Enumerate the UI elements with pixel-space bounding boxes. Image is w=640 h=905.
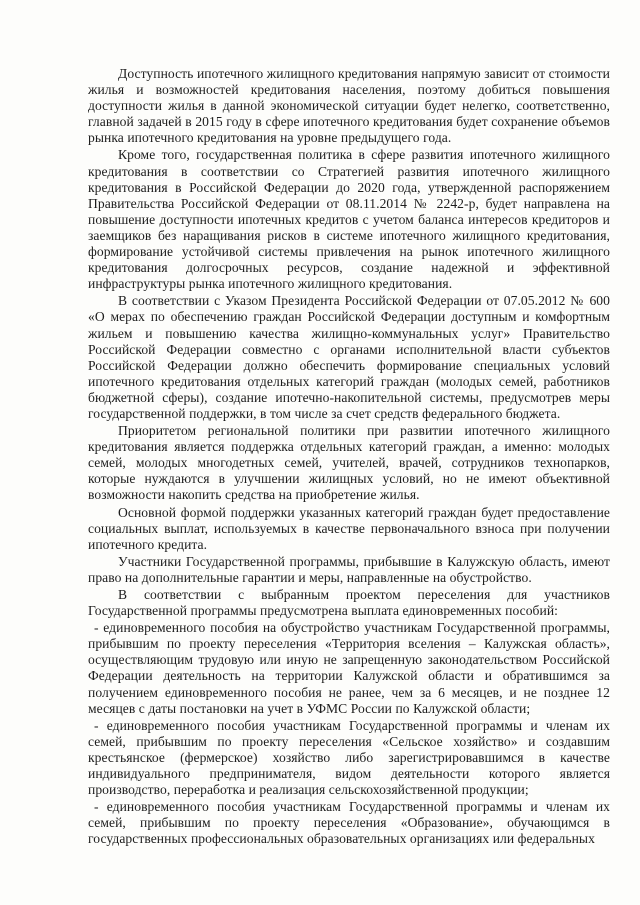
paragraph-social-payments: Основной формой поддержки указанных категорий граждан будет предоставление социальных выплат, используемых в качестве первоначального взноса при получении ипотечного кредита. [88, 504, 610, 552]
paragraph-regional-priority: Приоритетом региональной политики при развитии ипотечного жилищного кредитования является поддержка отдельных категорий граждан, а именно: молодых семей, молодых многодетных семей, учителей, врачей, сотрудников технопарков, которые нуждаются в улучшении жилищных условий, но не имеют объективной возможности накопить средства на приобретение жилья. [88, 423, 610, 503]
paragraph-state-policy: Кроме того, государственная политика в сфере развития ипотечного жилищного кредитования в соответствии со Стратегией развития ипотечного жилищного кредитования в Российской Федерации до 2020 года, утвержденной распоряжением Правительства Российской Федерации от 08.11.2014 № 2242-р, будет направлена на повышение доступности ипотечных кредитов с учетом баланса интересов кредиторов и заемщиков без наращивания рисков в системе ипотечного жилищного кредитования, формирование устойчивой системы привлечения на рынок ипотечного жилищного кредитования долгосрочных ресурсов, создание надежной и эффективной инфраструктуры рынка ипотечного жилищного кредитования. [88, 147, 610, 292]
list-item-agriculture-allowance: - единовременного пособия участникам Государственной программы и членам их семей, прибывшим по проекту переселения «Сельское хозяйство» и создавшим крестьянское (фермерское) хозяйство либо зарегистрировавшимся в качестве индивидуального предпринимателя, видом деятельности которого является производство, переработка и реализация сельскохозяйственной продукции; [88, 717, 610, 798]
paragraph-mortgage-availability: Доступность ипотечного жилищного кредитования напрямую зависит от стоимости жилья и возможностей кредитования населения, поэтому добиться повышения доступности жилья в данной экономической ситуации будет нелегко, соответственно, главной задачей в 2015 году в сфере ипотечного кредитования будет сохранение объемов рынка ипотечного кредитования на уровне предыдущего года. [88, 66, 610, 146]
paragraph-presidential-decree: В соответствии с Указом Президента Российской Федерации от 07.05.2012 № 600 «О мерах по обеспечению граждан Российской Федерации доступным и комфортным жильем и повышению качества жилищно-коммунальных услуг» Правительство Российской Федерации совместно с органами исполнительной власти субъектов Российской Федерации должно обеспечить формирование специальных условий ипотечного кредитования отдельных категорий граждан (молодых семей, работников бюджетной сферы), создание ипотечно-накопительной системы, предусмотрев меры государственной поддержки, в том числе за счет средств федерального бюджета. [88, 293, 610, 421]
list-item-settlement-allowance: - единовременного пособия на обустройство участникам Государственной программы, прибывшим по проекту переселения «Территория вселения – Калужская область», осуществляющим трудовую или иную не запрещенную законодательством Российской Федерации деятельность на территории Калужской области и обратившимся за получением единовременного пособия не ранее, чем за 6 месяцев, и не позднее 12 месяцев с даты постановки на учет в УФМС России по Калужской области; [88, 620, 610, 716]
paragraph-one-time-allowances: В соответствии с выбранным проектом переселения для участников Государственной программы предусмотрена выплата единовременных пособий: [88, 587, 610, 619]
list-item-education-allowance: - единовременного пособия участникам Государственной программы и членам их семей, прибывшим по проекту переселения «Образование», обучающимся в государственных профессиональных образовательных организациях или федеральных [88, 799, 610, 847]
document-body [88, 66, 610, 848]
paragraph-program-participants: Участники Государственной программы, прибывшие в Калужскую область, имеют право на дополнительные гарантии и меры, направленные на обустройство. [88, 553, 610, 585]
